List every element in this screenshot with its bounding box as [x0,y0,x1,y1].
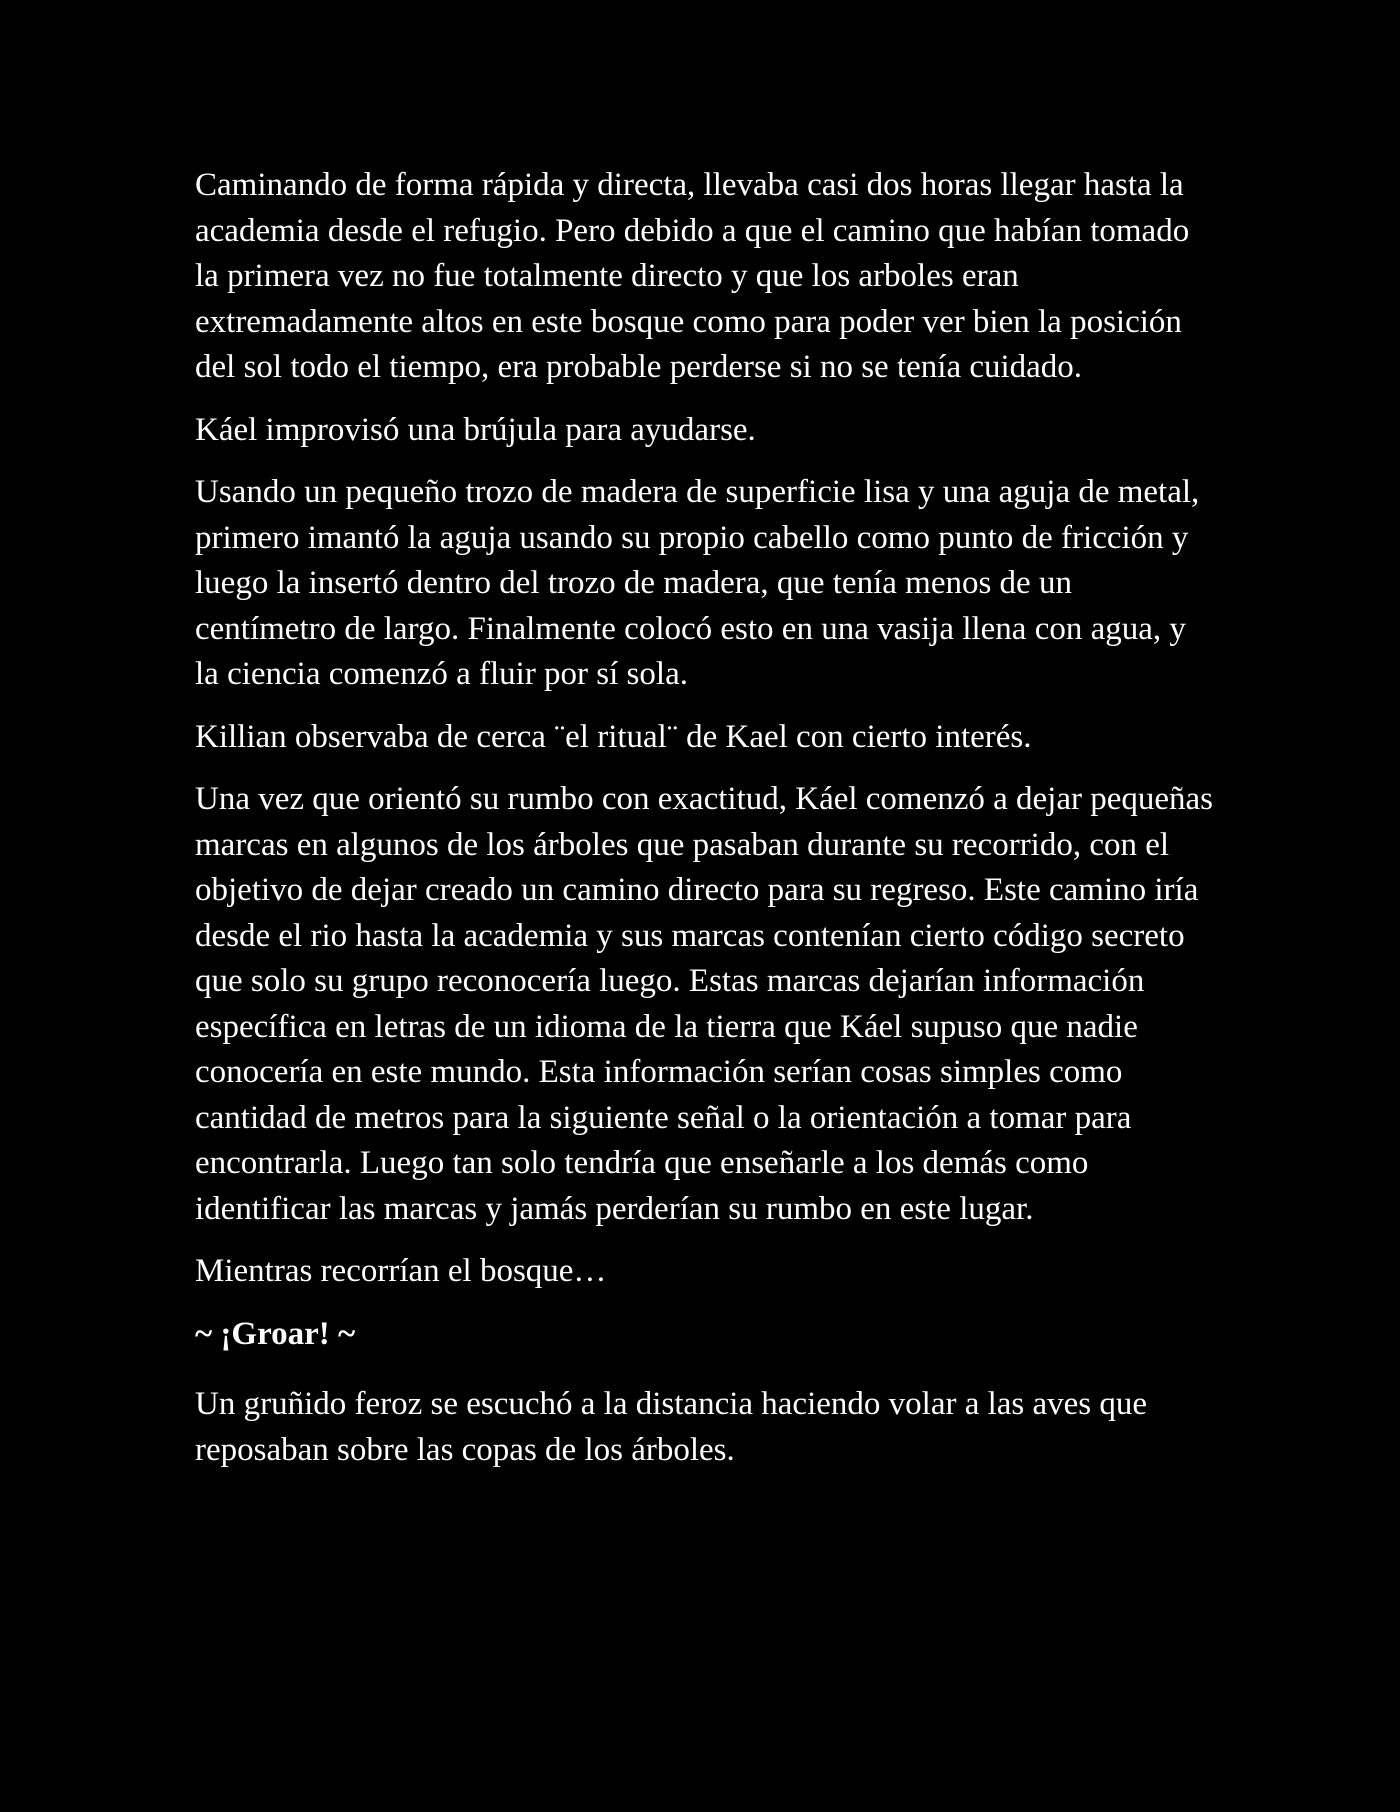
paragraph-growl: Un gruñido feroz se escuchó a la distancia haciendo volar a las aves que reposaban sobre las copas de los árboles. [195,1386,1148,1468]
paragraph-compass-making: Usando un pequeño trozo de madera de superficie lisa y una aguja de metal, primero imantó la aguja usando su propio cabello como punto de fricción y luego la insertó dentro del trozo de madera, que tenía menos de un centímetro de largo. Finalmente colocó esto en una vasija llena con agua, y la ciencia comenzó a fluir por sí sola. [195,474,1200,692]
paragraph-marks: Una vez que orientó su rumbo con exactitud, Káel comenzó a dejar pequeñas marcas en algunos de los árboles que pasaban durante su recorrido, con el objetivo de dejar creado un camino directo para su regreso. Este camino iría desde el rio hasta la academia y sus marcas contenían cierto código secreto que solo su grupo reconocería luego. Estas marcas dejarían información específica en letras de un idioma de la tierra que Káel supuso que nadie conocería en este mundo. Esta información serían cosas simples como cantidad de metros para la siguiente señal o la orientación a tomar para encontrarla. Luego tan solo tendría que enseñarle a los demás como identificar las marcas y jamás perderían su rumbo en este lugar. [195,781,1214,1227]
paragraph-compass: Káel improvisó una brújula para ayudarse. [195,411,756,448]
paragraph-forest: Mientras recorrían el bosque… [195,1253,607,1289]
paragraph-roar: ~ ¡Groar! ~ [195,1315,356,1352]
paragraph-journey: Caminando de forma rápida y directa, llevaba casi dos horas llegar hasta la academia desde el refugio. Pero debido a que el camino que habían tomado la primera vez no fue totalmente directo y que los arboles eran extremadamente altos en este bosque como para poder ver bien la posición del sol todo el tiempo, era probable perderse si no se tenía cuidado. [195,167,1190,385]
page-text-block [195,163,1215,1490]
paragraph-killian: Killian observaba de cerca ¨el ritual¨ de Kael con cierto interés. [195,718,1032,755]
